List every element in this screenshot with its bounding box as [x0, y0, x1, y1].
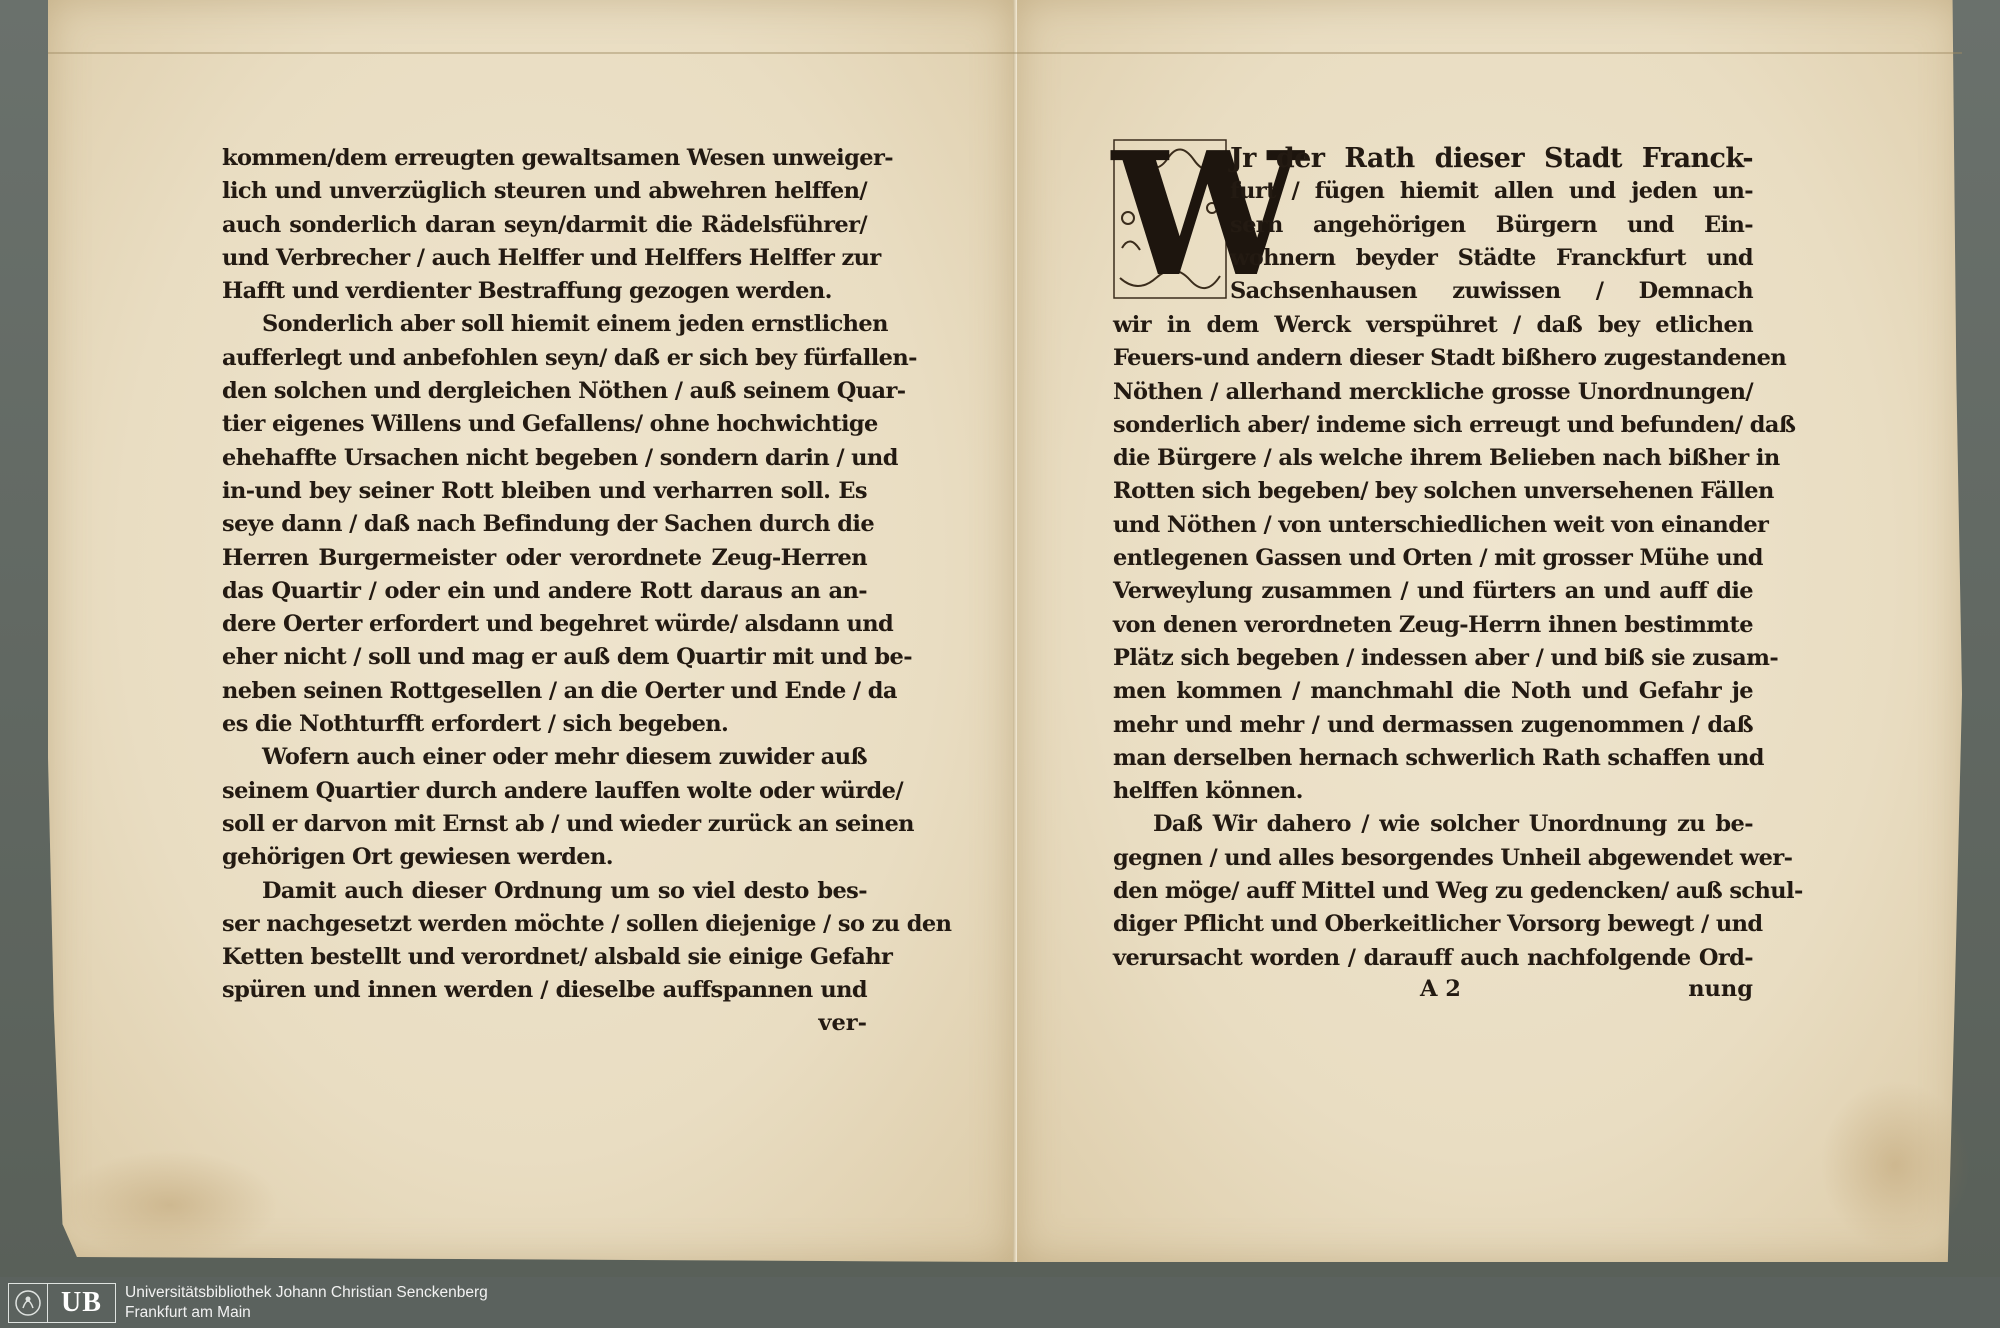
text-line: die Bürgere / als welche ihrem Belieben nach bißher in	[1113, 445, 1780, 472]
library-logo[interactable]	[8, 1283, 116, 1323]
text-line: gegnen / und alles besorgendes Unheil abgewendet wer-	[1113, 844, 1793, 871]
text-line: entlegenen Gassen und Orten / mit grosser Mühe und	[1113, 545, 1763, 572]
text-line: und Verbrecher / auch Helffer und Helffers Helffer zur	[222, 244, 881, 271]
text-line: wohnern beyder Städte Franckfurt und	[1230, 244, 1753, 271]
text-line: eher nicht / soll und mag er auß dem Quartir mit und be-	[222, 644, 912, 671]
text-line: verursacht worden / darauff auch nachfolgende Ord-	[1113, 944, 1753, 971]
footer-bar	[0, 1277, 2000, 1328]
decorated-initial	[1112, 115, 1303, 315]
text-line: Nöthen / allerhand merckliche grosse Unordnungen/	[1113, 378, 1753, 405]
text-line: lich und unverzüglich steuren und abwehren helffen/	[222, 178, 867, 205]
text-line: seinem Quartier durch andere lauffen wolte oder würde/	[222, 777, 904, 804]
left-page-text	[222, 142, 952, 1008]
text-line: Jr der Rath dieser Stadt Franck-	[1230, 143, 1753, 174]
text-line: Hafft und verdienter Bestraffung gezogen werden.	[222, 278, 832, 305]
text-line: Herren Burgermeister oder verordnete Zeug-Herren	[222, 544, 867, 571]
text-line: Wofern auch einer oder mehr diesem zuwider auß	[262, 744, 867, 771]
text-line: tier eigenes Willens und Gefallens/ ohne hochwichtige	[222, 411, 878, 438]
text-line: Plätz sich begeben / indessen aber / und biß sie zusam-	[1113, 644, 1779, 671]
text-line: seye dann / daß nach Befindung der Sachen durch die	[222, 511, 875, 538]
text-line: Ketten bestellt und verordnet/ alsbald sie einige Gefahr	[222, 944, 893, 971]
text-line: men kommen / manchmahl die Noth und Gefahr je	[1113, 678, 1753, 705]
page-signature-line	[1113, 976, 1753, 1010]
text-line: den möge/ auff Mittel und Weg zu gedencken/ auß schul-	[1113, 878, 1803, 905]
text-line: sonderlich aber/ indeme sich erreugt und befunden/ daß	[1113, 411, 1796, 438]
text-line: dere Oerter erfordert und begehret würde/ alsdann und	[222, 611, 894, 638]
text-line: ser nachgesetzt werden möchte / sollen diejenige / so zu den	[222, 910, 952, 937]
seal-icon	[9, 1284, 48, 1322]
text-line: es die Nothturfft erfordert / sich begeben.	[222, 711, 729, 738]
left-catchword: ver-	[818, 1010, 867, 1036]
paper-stain	[1820, 1080, 1970, 1250]
text-line: spüren und innen werden / dieselbe auffspannen und	[222, 977, 867, 1004]
text-line: gehörigen Ort gewiesen werden.	[222, 844, 613, 871]
paper-crease	[48, 52, 1962, 54]
text-line: das Quartir / oder ein und andere Rott daraus an an-	[222, 577, 867, 604]
text-line: von denen verordneten Zeug-Herrn ihnen bestimmte	[1113, 611, 1753, 638]
paper-stain	[60, 1150, 280, 1260]
text-line: soll er darvon mit Ernst ab / und wieder zurück an seinen	[222, 810, 914, 837]
text-line: in-und bey seiner Rott bleiben und verharren soll. Es	[222, 477, 867, 504]
text-line: Feuers-und andern dieser Stadt bißhero zugestandenen	[1113, 345, 1787, 372]
text-line: und Nöthen / von unterschiedlichen weit von einander	[1113, 511, 1769, 538]
text-line: Sachsenhausen zuwissen / Demnach	[1230, 278, 1753, 305]
text-line: auch sonderlich daran seyn/darmit die Rädelsführer/	[222, 211, 867, 238]
text-line: Verweylung zusammen / und fürters an und auff die	[1113, 578, 1753, 605]
text-line: furt / fügen hiemit allen und jeden un-	[1230, 178, 1753, 205]
text-line: man derselben hernach schwerlich Rath schaffen und	[1113, 744, 1764, 771]
library-name: Universitätsbibliothek Johann Christian Senckenberg	[125, 1284, 488, 1301]
initial-letter: W	[1112, 115, 1303, 315]
text-line: neben seinen Rottgesellen / an die Oerter und Ende / da	[222, 677, 897, 704]
text-line: mehr und mehr / und dermassen zugenommen / daß	[1113, 711, 1753, 738]
text-line: kommen/dem erreugten gewaltsamen Wesen unweiger-	[222, 145, 893, 171]
text-line: aufferlegt und anbefohlen seyn/ daß er sich bey fürfallen-	[222, 344, 917, 371]
text-line: den solchen und dergleichen Nöthen / auß seinem Quar-	[222, 378, 906, 405]
text-line: Rotten sich begeben/ bey solchen unversehenen Fällen	[1113, 478, 1774, 505]
text-line: wir in dem Werck verspühret / daß bey etlichen	[1113, 312, 1753, 338]
text-line: Damit auch dieser Ordnung um so viel desto bes-	[262, 877, 867, 904]
right-page-heading-text	[1230, 142, 1753, 308]
text-line: sern angehörigen Bürgern und Ein-	[1230, 211, 1753, 238]
text-line: Daß Wir dahero / wie solcher Unordnung zu be-	[1153, 811, 1753, 838]
text-line: Sonderlich aber soll hiemit einem jeden ernstlichen	[262, 311, 888, 338]
text-line: helffen können.	[1113, 778, 1303, 805]
book-fold	[1013, 0, 1017, 1262]
text-line: ehehaffte Ursachen nicht begeben / sondern darin / und	[222, 444, 898, 471]
logo-text: UB	[61, 1287, 102, 1318]
library-city: Frankfurt am Main	[125, 1304, 251, 1321]
right-page-text	[1113, 309, 1803, 975]
signature-mark: A 2	[1420, 976, 1461, 1002]
right-catchword: nung	[1688, 976, 1753, 1002]
text-line: diger Pflicht und Oberkeitlicher Vorsorg bewegt / und	[1113, 911, 1763, 938]
